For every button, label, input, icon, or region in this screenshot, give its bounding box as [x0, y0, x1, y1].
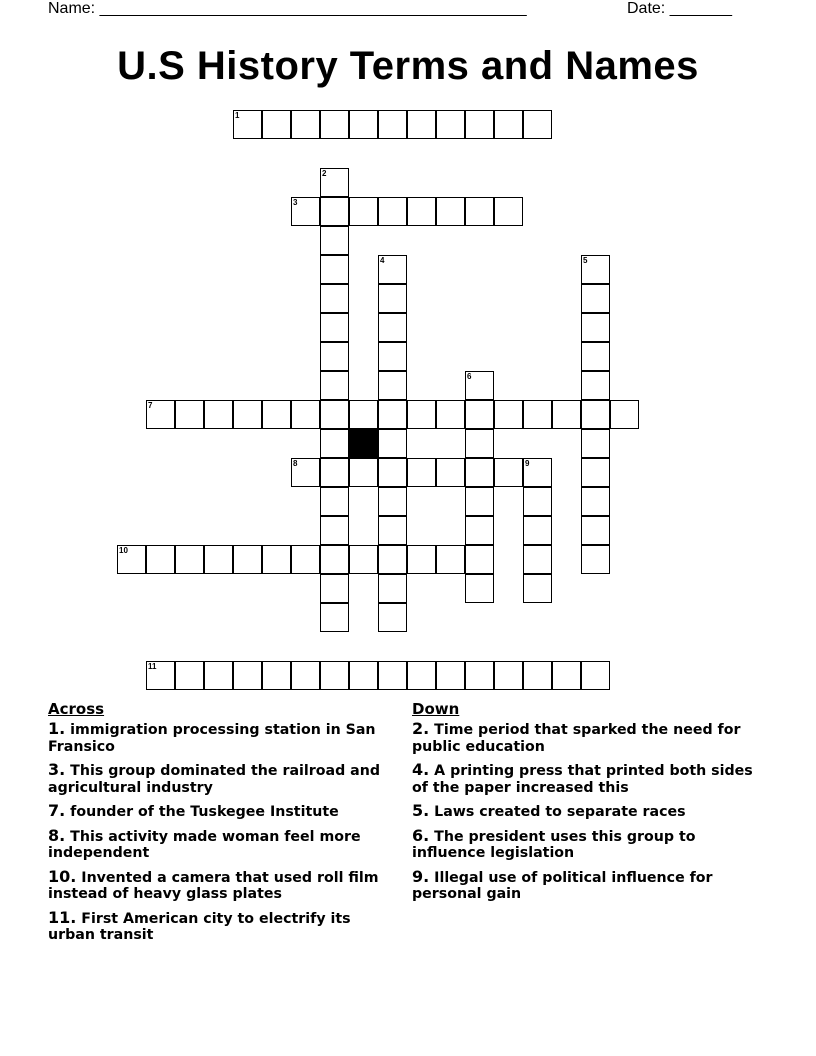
- crossword-cell[interactable]: [320, 110, 349, 139]
- crossword-cell[interactable]: [204, 400, 233, 429]
- clue-down-5: [412, 803, 757, 821]
- clue-number: 8.: [48, 825, 66, 845]
- crossword-cell[interactable]: [494, 400, 523, 429]
- crossword-cell[interactable]: [378, 429, 407, 458]
- crossword-cell[interactable]: [494, 458, 523, 487]
- clue-text: First American city to electrify its urban transit: [48, 910, 351, 943]
- crossword-cell[interactable]: [378, 342, 407, 371]
- clue-across-7: [48, 803, 393, 821]
- crossword-cell[interactable]: [378, 545, 407, 574]
- crossword-cell[interactable]: [552, 400, 581, 429]
- crossword-cell[interactable]: [581, 342, 610, 371]
- crossword-cell[interactable]: [320, 429, 349, 458]
- crossword-cell[interactable]: [465, 516, 494, 545]
- crossword-cell[interactable]: [320, 516, 349, 545]
- crossword-cell[interactable]: [523, 516, 552, 545]
- crossword-cell[interactable]: [320, 342, 349, 371]
- crossword-cell[interactable]: [436, 661, 465, 690]
- clue-number: 9.: [412, 866, 430, 886]
- name-field[interactable]: Name: ________________________________________________: [48, 0, 527, 17]
- cell-number: 1: [235, 111, 240, 120]
- crossword-cell[interactable]: [146, 545, 175, 574]
- crossword-cell[interactable]: [291, 400, 320, 429]
- down-heading: Down: [412, 700, 460, 718]
- crossword-cell[interactable]: [233, 661, 262, 690]
- crossword-cell[interactable]: [320, 661, 349, 690]
- crossword-cell[interactable]: [436, 458, 465, 487]
- crossword-cell[interactable]: [378, 574, 407, 603]
- crossword-cell[interactable]: [349, 661, 378, 690]
- crossword-cell[interactable]: [320, 603, 349, 632]
- clue-number: 4.: [412, 760, 430, 779]
- crossword-cell[interactable]: [117, 545, 146, 574]
- crossword-cell[interactable]: [581, 516, 610, 545]
- crossword-cell[interactable]: [320, 168, 349, 197]
- crossword-cell[interactable]: [378, 313, 407, 342]
- cell-number: 8: [293, 459, 298, 468]
- crossword-cell[interactable]: [407, 110, 436, 139]
- crossword-cell[interactable]: [581, 255, 610, 284]
- crossword-cell[interactable]: [378, 603, 407, 632]
- cell-number: 3: [293, 198, 298, 207]
- crossword-cell[interactable]: [581, 458, 610, 487]
- crossword-cell[interactable]: [233, 400, 262, 429]
- cell-number: 2: [322, 169, 327, 178]
- crossword-cell[interactable]: [378, 110, 407, 139]
- crossword-cell[interactable]: [320, 574, 349, 603]
- clue-down-6: [412, 825, 757, 862]
- crossword-cell[interactable]: [204, 545, 233, 574]
- clue-across-1: [48, 721, 393, 755]
- crossword-cell[interactable]: [320, 371, 349, 400]
- cell-number: 11: [148, 662, 157, 671]
- crossword-cell[interactable]: [175, 400, 204, 429]
- crossword-cell[interactable]: [523, 574, 552, 603]
- clue-across-3: [48, 762, 393, 796]
- clue-text: Invented a camera that used roll film instead of heavy glass plates: [48, 869, 379, 902]
- crossword-cell[interactable]: [262, 400, 291, 429]
- crossword-cell[interactable]: [407, 661, 436, 690]
- crossword-cell[interactable]: [581, 545, 610, 574]
- crossword-cell[interactable]: [407, 458, 436, 487]
- clue-text: founder of the Tuskegee Institute: [70, 804, 339, 820]
- crossword-cell[interactable]: [494, 661, 523, 690]
- crossword-cell[interactable]: [291, 197, 320, 226]
- crossword-cell[interactable]: [320, 458, 349, 487]
- clue-number: 10.: [48, 866, 77, 886]
- crossword-cell[interactable]: [320, 284, 349, 313]
- clue-across-10: [48, 866, 393, 903]
- crossword-cell[interactable]: [581, 400, 610, 429]
- crossword-cell[interactable]: [233, 545, 262, 574]
- clue-down-4: [412, 762, 757, 796]
- cell-number: 7: [148, 401, 153, 410]
- crossword-cell[interactable]: [291, 545, 320, 574]
- crossword-cell[interactable]: [262, 661, 291, 690]
- crossword-cell[interactable]: [320, 255, 349, 284]
- crossword-cell[interactable]: [552, 661, 581, 690]
- clue-down-2: [412, 721, 757, 755]
- crossword-cell[interactable]: [523, 545, 552, 574]
- down-clues: [412, 700, 757, 910]
- clue-text: This group dominated the railroad and agricultural industry: [48, 763, 380, 796]
- crossword-cell[interactable]: [291, 458, 320, 487]
- clue-across-11: [48, 907, 393, 944]
- crossword-cell[interactable]: [320, 197, 349, 226]
- cell-number: 5: [583, 256, 588, 265]
- cell-number: 9: [525, 459, 530, 468]
- clue-text: Illegal use of political influence for personal gain: [412, 869, 713, 902]
- page-title: U.S History Terms and Names: [117, 44, 699, 88]
- crossword-cell[interactable]: [465, 574, 494, 603]
- crossword-cell[interactable]: [581, 487, 610, 516]
- clue-number: 7.: [48, 801, 66, 820]
- crossword-cell[interactable]: [349, 400, 378, 429]
- crossword-cell[interactable]: [581, 661, 610, 690]
- crossword-cell[interactable]: [465, 487, 494, 516]
- crossword-cell[interactable]: [407, 400, 436, 429]
- crossword-cell[interactable]: [523, 661, 552, 690]
- clue-across-8: [48, 825, 393, 862]
- crossword-cell[interactable]: [378, 458, 407, 487]
- crossword-cell[interactable]: [494, 110, 523, 139]
- crossword-cell[interactable]: [320, 545, 349, 574]
- crossword-cell[interactable]: [523, 110, 552, 139]
- crossword-cell[interactable]: [407, 545, 436, 574]
- crossword-cell[interactable]: [436, 197, 465, 226]
- clue-number: 6.: [412, 825, 430, 845]
- crossword-cell[interactable]: [523, 458, 552, 487]
- crossword-cell[interactable]: [436, 545, 465, 574]
- crossword-cell[interactable]: [349, 110, 378, 139]
- crossword-cell[interactable]: [465, 197, 494, 226]
- crossword-cell[interactable]: [175, 545, 204, 574]
- clue-number: 2.: [412, 719, 430, 738]
- crossword-cell[interactable]: [291, 110, 320, 139]
- crossword-cell[interactable]: [320, 226, 349, 255]
- clue-number: 5.: [412, 801, 430, 820]
- date-field[interactable]: Date: _______: [627, 0, 732, 17]
- crossword-cell[interactable]: [436, 110, 465, 139]
- cell-number: 4: [380, 256, 385, 265]
- crossword-cell[interactable]: [349, 545, 378, 574]
- crossword-cell[interactable]: [320, 400, 349, 429]
- clue-text: A printing press that printed both sides of the paper increased this: [412, 763, 753, 796]
- crossword-cell[interactable]: [581, 429, 610, 458]
- crossword-cell[interactable]: [378, 284, 407, 313]
- crossword-cell[interactable]: [523, 487, 552, 516]
- black-square: [349, 429, 378, 458]
- across-clues: [48, 700, 393, 951]
- crossword-cell[interactable]: [291, 661, 320, 690]
- crossword-cell[interactable]: [175, 661, 204, 690]
- crossword-cell[interactable]: [378, 197, 407, 226]
- crossword-cell[interactable]: [262, 545, 291, 574]
- crossword-cell[interactable]: [378, 400, 407, 429]
- crossword-cell[interactable]: [610, 400, 639, 429]
- crossword-cell[interactable]: [581, 284, 610, 313]
- across-heading: Across: [48, 700, 105, 718]
- clue-number: 3.: [48, 760, 66, 779]
- crossword-cell[interactable]: [378, 255, 407, 284]
- crossword-cell[interactable]: [465, 429, 494, 458]
- crossword-cell[interactable]: [378, 487, 407, 516]
- crossword-cell[interactable]: [494, 197, 523, 226]
- crossword-cell[interactable]: [320, 313, 349, 342]
- clue-text: Time period that sparked the need for public education: [412, 722, 741, 755]
- clue-number: 1.: [48, 719, 66, 738]
- clue-text: This activity made woman feel more independent: [48, 828, 361, 861]
- crossword-cell[interactable]: [436, 400, 465, 429]
- crossword-cell[interactable]: [320, 487, 349, 516]
- crossword-cell[interactable]: [465, 400, 494, 429]
- crossword-cell[interactable]: [146, 400, 175, 429]
- crossword-cell[interactable]: [523, 400, 552, 429]
- crossword-cell[interactable]: [465, 458, 494, 487]
- crossword-cell[interactable]: [233, 110, 262, 139]
- clue-text: The president uses this group to influence legislation: [412, 828, 696, 861]
- crossword-cell[interactable]: [262, 110, 291, 139]
- crossword-cell[interactable]: [349, 458, 378, 487]
- clue-text: immigration processing station in San Fransico: [48, 722, 376, 755]
- crossword-cell[interactable]: [349, 197, 378, 226]
- crossword-cell[interactable]: [146, 661, 175, 690]
- crossword-cell[interactable]: [581, 313, 610, 342]
- crossword-cell[interactable]: [204, 661, 233, 690]
- crossword-cell[interactable]: [465, 371, 494, 400]
- cell-number: 6: [467, 372, 472, 381]
- crossword-cell[interactable]: [378, 516, 407, 545]
- crossword-cell[interactable]: [465, 661, 494, 690]
- crossword-cell[interactable]: [407, 197, 436, 226]
- clue-number: 11.: [48, 907, 77, 927]
- crossword-cell[interactable]: [581, 371, 610, 400]
- crossword-cell[interactable]: [465, 545, 494, 574]
- crossword-cell[interactable]: [465, 110, 494, 139]
- clue-down-9: [412, 866, 757, 903]
- crossword-cell[interactable]: [378, 371, 407, 400]
- clue-text: Laws created to separate races: [434, 804, 686, 820]
- crossword-cell[interactable]: [378, 661, 407, 690]
- cell-number: 10: [119, 546, 128, 555]
